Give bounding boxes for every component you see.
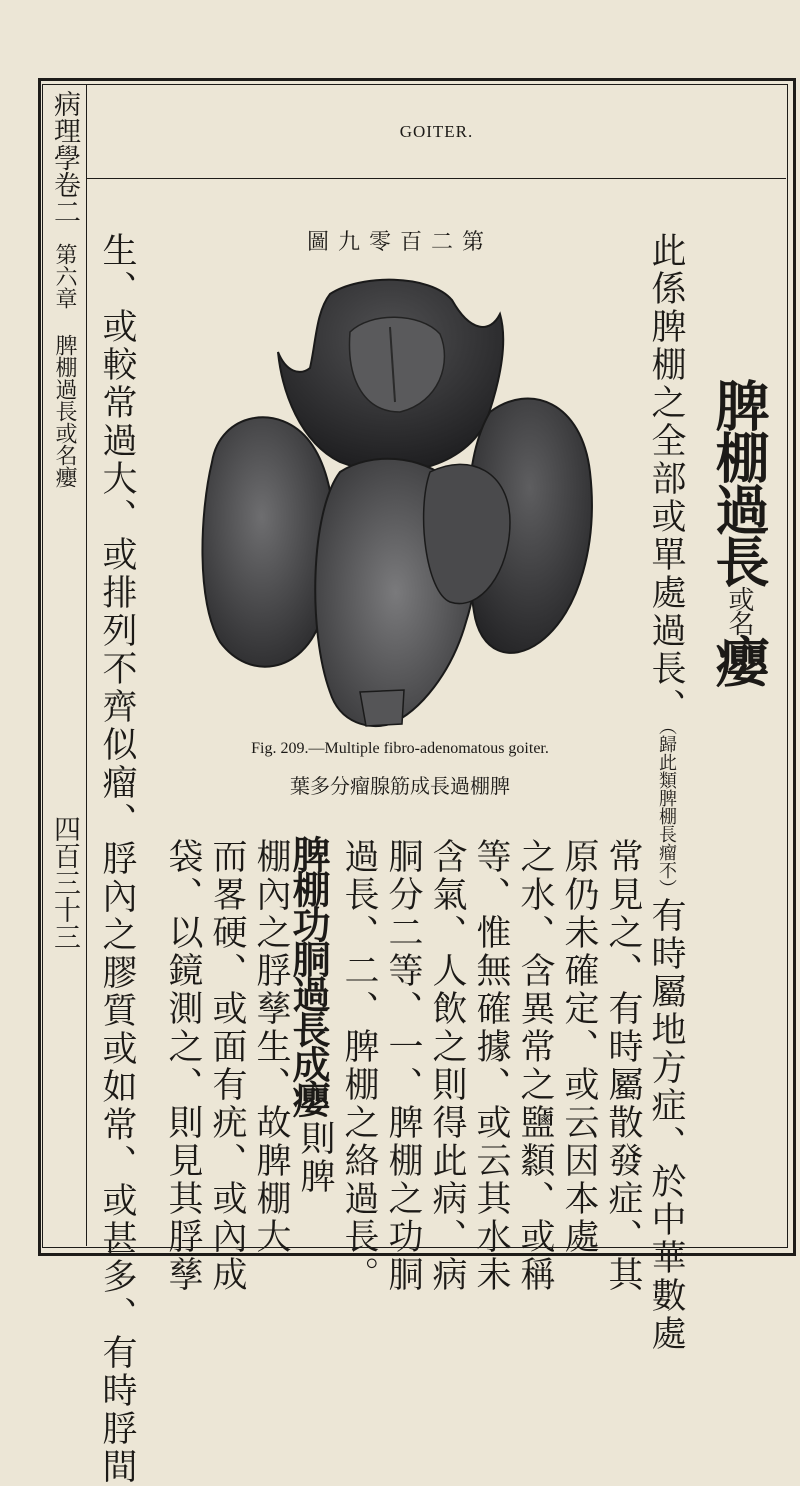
goiter-illustration <box>190 272 600 730</box>
text-column-7: 胴分二等、一、脾棚之功胴 <box>383 838 423 1294</box>
left-lobe <box>202 417 333 666</box>
text-column-8: 過長、二、脾棚之絡過長。 <box>339 838 379 1294</box>
section-heading <box>700 378 770 686</box>
trachea-stump <box>360 690 404 726</box>
text-column-13: 生、或較常過大、或排列不齊似瘤、脬內之膠質或如常、或甚多、有時脬間 <box>97 232 137 1486</box>
section-heading-alt: 癭 <box>707 634 771 686</box>
text-column-1 <box>645 232 687 1353</box>
running-header: GOITER. <box>399 122 474 141</box>
text-column-9: 則脾 <box>295 1120 335 1196</box>
text-column-3: 原仍未確定、或云因本處 <box>559 838 599 1256</box>
figure-caption-chinese: 第二百零九圖 <box>306 230 493 255</box>
text-column-12: 袋、以鏡測之、則見其脬孳 <box>163 838 203 1294</box>
text-column-10: 棚內之脬孳生、故脾棚大 <box>251 838 291 1256</box>
figure-caption-english: Fig. 209.—Multiple fibro-adenomatous goiter. <box>251 740 549 757</box>
text-column-5: 等、惟無確據、或云其水未 <box>471 838 511 1294</box>
header-rule <box>87 178 786 179</box>
margin-chapter: 第六章 脾棚過長或名癭 <box>52 243 77 488</box>
page-number: 四百三十三 <box>49 815 80 950</box>
text-column-1-note: （歸此類脾棚長瘤不） <box>656 726 677 897</box>
text-column-6: 含氣、人飲之則得此病、病 <box>427 838 467 1294</box>
text-column-11: 而畧硬、或面有疣、或內成 <box>207 838 247 1294</box>
text-column-4: 之水、含異常之鹽纇、或稱 <box>515 838 555 1294</box>
margin-running-title <box>46 90 82 488</box>
text-column-2: 常見之、有時屬散發症、其 <box>603 838 643 1294</box>
sub-heading: 脾棚功胴過長成癭 <box>286 835 331 1115</box>
text-column-1-top: 此係脾棚之全部或單處過長、 <box>646 232 686 726</box>
section-heading-note: 或名 <box>724 586 754 634</box>
text-column-1-bottom: 有時屬地方症、於中華數處 <box>646 897 686 1353</box>
margin-rule <box>86 84 87 1246</box>
margin-book: 病理學卷二 <box>49 90 80 225</box>
figure-caption-chinese-secondary: 脾棚過長成筋腺瘤分多葉 <box>290 774 510 798</box>
section-heading-title: 脾棚過長 <box>707 378 771 586</box>
